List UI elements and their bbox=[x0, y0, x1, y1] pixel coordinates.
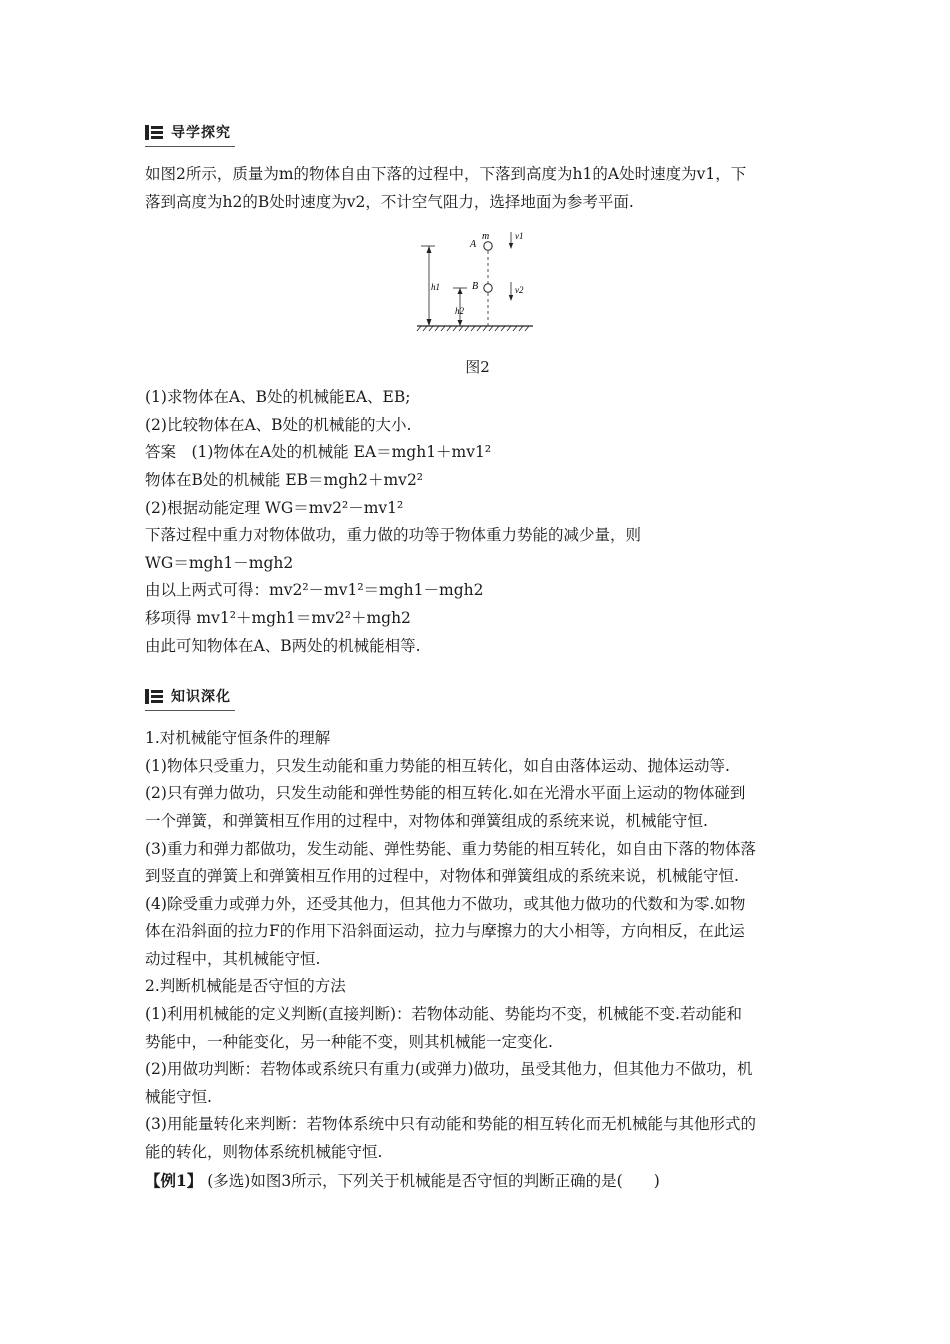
label-v1: v1 bbox=[515, 231, 524, 242]
knowledge-line: 势能中，一种能变化，另一种能不变，则其机械能一定变化. bbox=[145, 1032, 553, 1051]
knowledge-line: 1.对机械能守恒条件的理解 bbox=[145, 729, 331, 748]
knowledge-line: (1)利用机械能的定义判断(直接判断)：若物体动能、势能均不变，机械能不变.若动能和 bbox=[145, 1005, 742, 1024]
knowledge-line: (2)只有弹力做功，只发生动能和弹性势能的相互转化.如在光滑水平面上运动的物体碰到 bbox=[145, 784, 746, 803]
answer-line: 物体在B处的机械能 EB＝mgh2＋mv2² bbox=[145, 470, 424, 489]
knowledge-line: 体在沿斜面的拉力F的作用下沿斜面运动，拉力与摩擦力的大小相等，方向相反，在此运 bbox=[145, 922, 745, 941]
answer-line: (2)根据动能定理 WG＝mv2²－mv1² bbox=[145, 498, 404, 517]
knowledge-line: 能的转化，则物体系统机械能守恒. bbox=[145, 1143, 383, 1162]
list-icon bbox=[145, 125, 165, 140]
example-label: 【例1】 bbox=[145, 1170, 203, 1190]
knowledge-line: (4)除受重力或弹力外，还受其他力，但其他力不做功，或其他力做功的代数和为零.如物 bbox=[145, 894, 746, 913]
section-title: 导学探究 bbox=[171, 125, 231, 141]
answer-line: 移项得 mv1²＋mgh1＝mv2²＋mgh2 bbox=[145, 608, 411, 627]
label-A: A bbox=[470, 239, 477, 251]
example-1 bbox=[145, 1167, 810, 1196]
section-header-guided-inquiry bbox=[145, 118, 235, 147]
answer-line: 由此可知物体在A、B两处的机械能相等. bbox=[145, 636, 421, 655]
answer-line: WG＝mgh1－mgh2 bbox=[145, 553, 294, 572]
question-line: (2)比较物体在A、B处的机械能的大小. bbox=[145, 415, 412, 434]
falling-object-diagram bbox=[415, 222, 545, 350]
page-content bbox=[145, 118, 810, 1195]
intro-line: 如图2所示，质量为m的物体自由下落的过程中，下落到高度为h1的A处时速度为v1，下 bbox=[145, 165, 747, 183]
intro-line: 落到高度为h2的B处时速度为v2，不计空气阻力，选择地面为参考平面. bbox=[145, 192, 634, 211]
knowledge-line: 到竖直的弹簧上和弹簧相互作用的过程中，对物体和弹簧组成的系统来说，机械能守恒. bbox=[145, 867, 739, 886]
list-icon bbox=[145, 689, 165, 704]
answer-line: 答案 (1)物体在A处的机械能 EA＝mgh1＋mv1² bbox=[145, 443, 492, 462]
knowledge-line: (1)物体只受重力，只发生动能和重力势能的相互转化，如自由落体运动、抛体运动等. bbox=[145, 756, 730, 775]
knowledge-line: (3)重力和弹力都做功，发生动能、弹性势能、重力势能的相互转化，如自由下落的物体落 bbox=[145, 839, 756, 858]
section-title: 知识深化 bbox=[171, 689, 231, 706]
knowledge-line: 动过程中，其机械能守恒. bbox=[145, 949, 321, 968]
label-h1: h1 bbox=[431, 282, 440, 293]
answer-line: 下落过程中重力对物体做功，重力做的功等于物体重力势能的减少量，则 bbox=[145, 526, 642, 545]
label-h2: h2 bbox=[455, 306, 464, 317]
figure-caption: 图2 bbox=[465, 358, 490, 377]
section-header-knowledge-deepening bbox=[145, 682, 235, 711]
answer-line: 由以上两式可得：mv2²－mv1²＝mgh1－mgh2 bbox=[145, 581, 484, 600]
knowledge-line: 一个弹簧，和弹簧相互作用的过程中，对物体和弹簧组成的系统来说，机械能守恒. bbox=[145, 811, 708, 830]
knowledge-line: 械能守恒. bbox=[145, 1087, 212, 1106]
knowledge-line: (3)用能量转化来判断：若物体系统中只有动能和势能的相互转化而无机械能与其他形式的 bbox=[145, 1115, 756, 1134]
label-v2: v2 bbox=[515, 285, 524, 296]
label-m: m bbox=[482, 231, 490, 243]
knowledge-line: 2.判断机械能是否守恒的方法 bbox=[145, 977, 346, 996]
label-B: B bbox=[472, 281, 479, 293]
example-text: (多选)如图3所示，下列关于机械能是否守恒的判断正确的是( ) bbox=[202, 1171, 660, 1190]
knowledge-line: (2)用做功判断：若物体或系统只有重力(或弹力)做功，虽受其他力，但其他力不做功，机 bbox=[145, 1060, 753, 1079]
figure-2 bbox=[145, 222, 810, 352]
question-line: (1)求物体在A、B处的机械能EA、EB; bbox=[145, 388, 411, 407]
